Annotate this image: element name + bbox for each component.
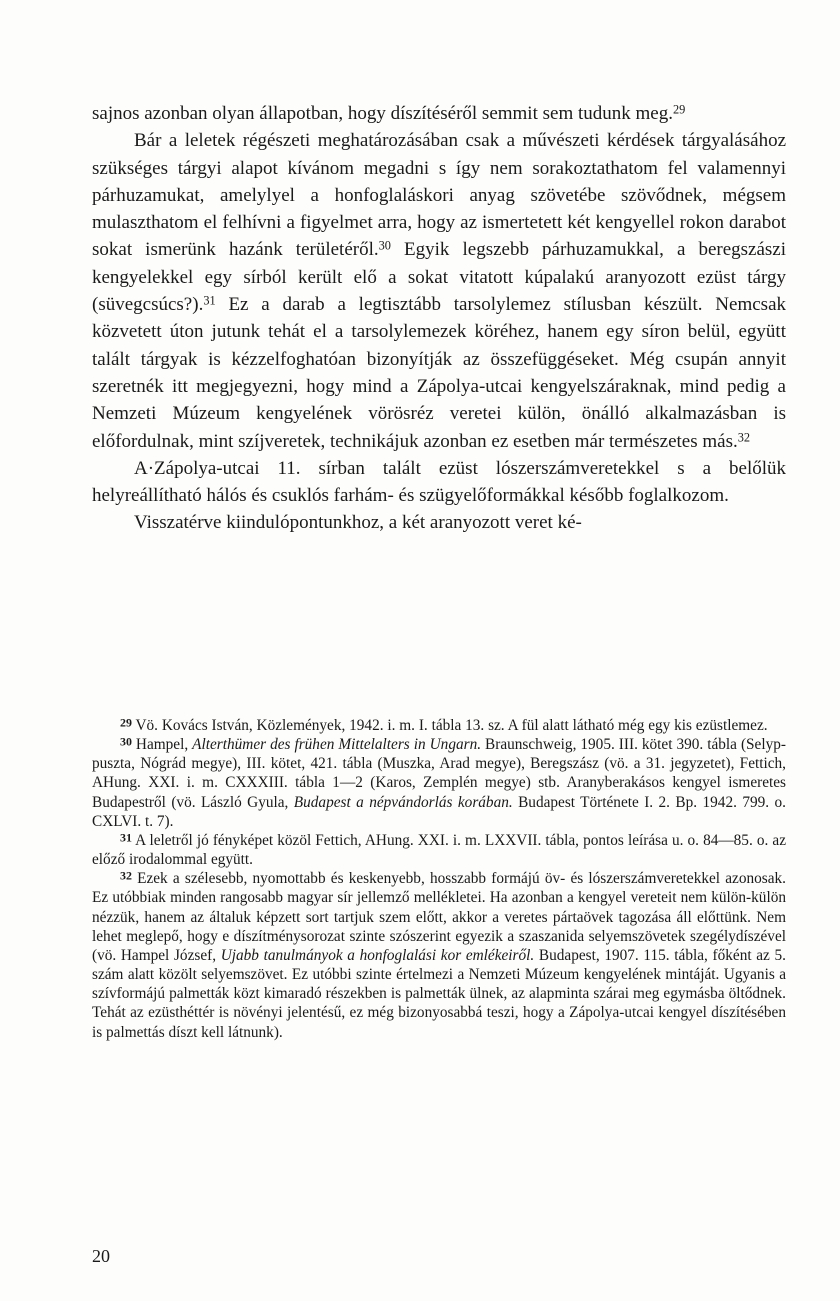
text-run: Budapest Története I. 2. Bp. 1942. 799. o. CXLVI. t. 7).: [92, 793, 786, 830]
text-run: Ez a darab a legtisztább tarsolylemez stílusban készült. Nemcsak közvetett úton jutunk tehát el a tarsolylemezek köréhez, hanem egy síron belül, együtt talált tárgyak is kézzelfoghatóan bizonyítják az összefüggéseket. Még csupán annyit szeretnék itt megjegyezni, hogy mind a Zápolya-utcai kengyelszáraknak, mind pedig a Nemzeti Múzeum kengyelének vörösréz veretei külön, önálló alkalmazásban is előfordulnak, mint szíjveretek, technikájuk azonban ez esetben már természetes más.: [92, 294, 786, 452]
text-run: Hampel,: [131, 736, 193, 754]
footnote-number: 32: [120, 868, 132, 883]
footnote: [92, 716, 786, 735]
page-number: 20: [92, 1246, 110, 1266]
footnote-ref: 29: [672, 102, 686, 117]
footnote-number: 30: [120, 734, 132, 749]
paragraph: [92, 100, 786, 127]
paragraph: [92, 455, 786, 510]
footnote-ref: 31: [203, 293, 216, 308]
footnote-number: 29: [120, 715, 132, 730]
italic-title: Ujabb tanulmányok a honfoglalási kor emlékeiről.: [220, 946, 535, 964]
main-text: [92, 100, 786, 537]
text-run: A leletről jó fényképet közöl Fettich, AHung. XXI. i. m. LXXVII. tábla, pontos leírása u. o. 84—85. o. az előző irodalommal együtt.: [92, 831, 786, 869]
italic-title: Alterthümer des frühen Mittelalters in Ungarn.: [192, 736, 482, 754]
text-run: Bár a leletek régészeti meghatározásában csak a művészeti kérdések tárgyalásához szükséges tárgyi alapot kívánom megadni s így nem sorakoztathatom fel valamennyi párhuzamukat, amelylyel a honfoglaláskori anyag szövetébe szövődnek, mégsem mulaszthatom el felhívni a figyelmet arra, hogy az ismertetett két kengyellel rokon darabot sokat ismerünk hazánk területéről.: [92, 130, 786, 261]
text-run: Vö. Kovács István, Közlemények, 1942. i. m. I. tábla 13. sz. A fül alatt látható még egy kis ezüstlemez.: [131, 717, 768, 734]
footnote: [92, 869, 786, 1041]
text-run: Ezek a szélesebb, nyomottabb és keskenyebb, hosszabb formájú öv- és lószerszámveretekkel azonosak. Ez utóbbiak minden rangosabb magyar sír jellemző mellékletei. Ha azonban a kengyel vereteit nem külön-külön nézzük, hanem az általuk képzett sort tartjuk szem előtt, akkor a veretes pártaövek tagozása áll előttünk. Nem lehet meglepő, hogy e díszítménysorozat szinte szószerint egyezik a szaszanida selyemszövetek szegélydíszével (vö. Hampel József,: [92, 870, 786, 964]
footnote-number: 31: [120, 830, 132, 845]
text-run: Visszatérve kiindulópontunkhoz, a két aranyozott veret ké-: [134, 512, 582, 534]
footnote: [92, 735, 786, 831]
footnotes: [92, 716, 786, 1042]
text-run: A·Zápolya-utcai 11. sírban talált ezüst lószerszámveretekkel s a belőlük helyreállítható hálós és csuklós farhám- és szügyelőformákkal később foglalkozom.: [92, 457, 786, 507]
footnote-ref: 30: [378, 238, 391, 253]
footnote: [92, 831, 786, 869]
paragraph: [92, 509, 786, 536]
text-run: Egyik legszebb párhuzamukkal, a beregszászi kengyelekkel egy sírból került elő a sokat vitatott kúpalakú aranyozott ezüst tárgy (süvegcsúcs?).: [92, 239, 786, 316]
text-run: sajnos azonban olyan állapotban, hogy díszítéséről semmit sem tudunk meg.: [92, 103, 673, 124]
text-run: Braunschweig, 1905. III. kötet 390. tábla (Selyp-puszta, Nógrád megye), III. kötet, 421. tábla (Muszka, Arad megye), Beregszász (vö. a 31. jegyzetet), Fettich, AHung. XXI. i. m. CXXXIII. tábla 1—2 (Karos, Zemplén megye) stb. Aranyberakásos kengyel ismeretes Budapestről (vö. László Gyula,: [92, 736, 786, 811]
paragraph: [92, 127, 786, 455]
footnote-ref: 32: [737, 430, 751, 445]
text-run: Budapest, 1907. 115. tábla, főként az 5. szám alatt közölt selyemszövet. Ez utóbbi szinte értelmezi a Nemzeti Múzeum kengyelének mintáját. Ugyanis a szívformájú palmetták közt kimaradó részekben is palmetták ülnek, az alapminta szárai meg egymásba öltődnek. Tehát az ezüsthéttér is növényi jelentésű, ez még bizonyosabbá teszi, hogy a Zápolya-utcai kengyel díszítésében is palmettás díszt kell látnunk).: [92, 946, 786, 1041]
italic-title: Budapest a népvándorlás korában.: [293, 793, 513, 811]
